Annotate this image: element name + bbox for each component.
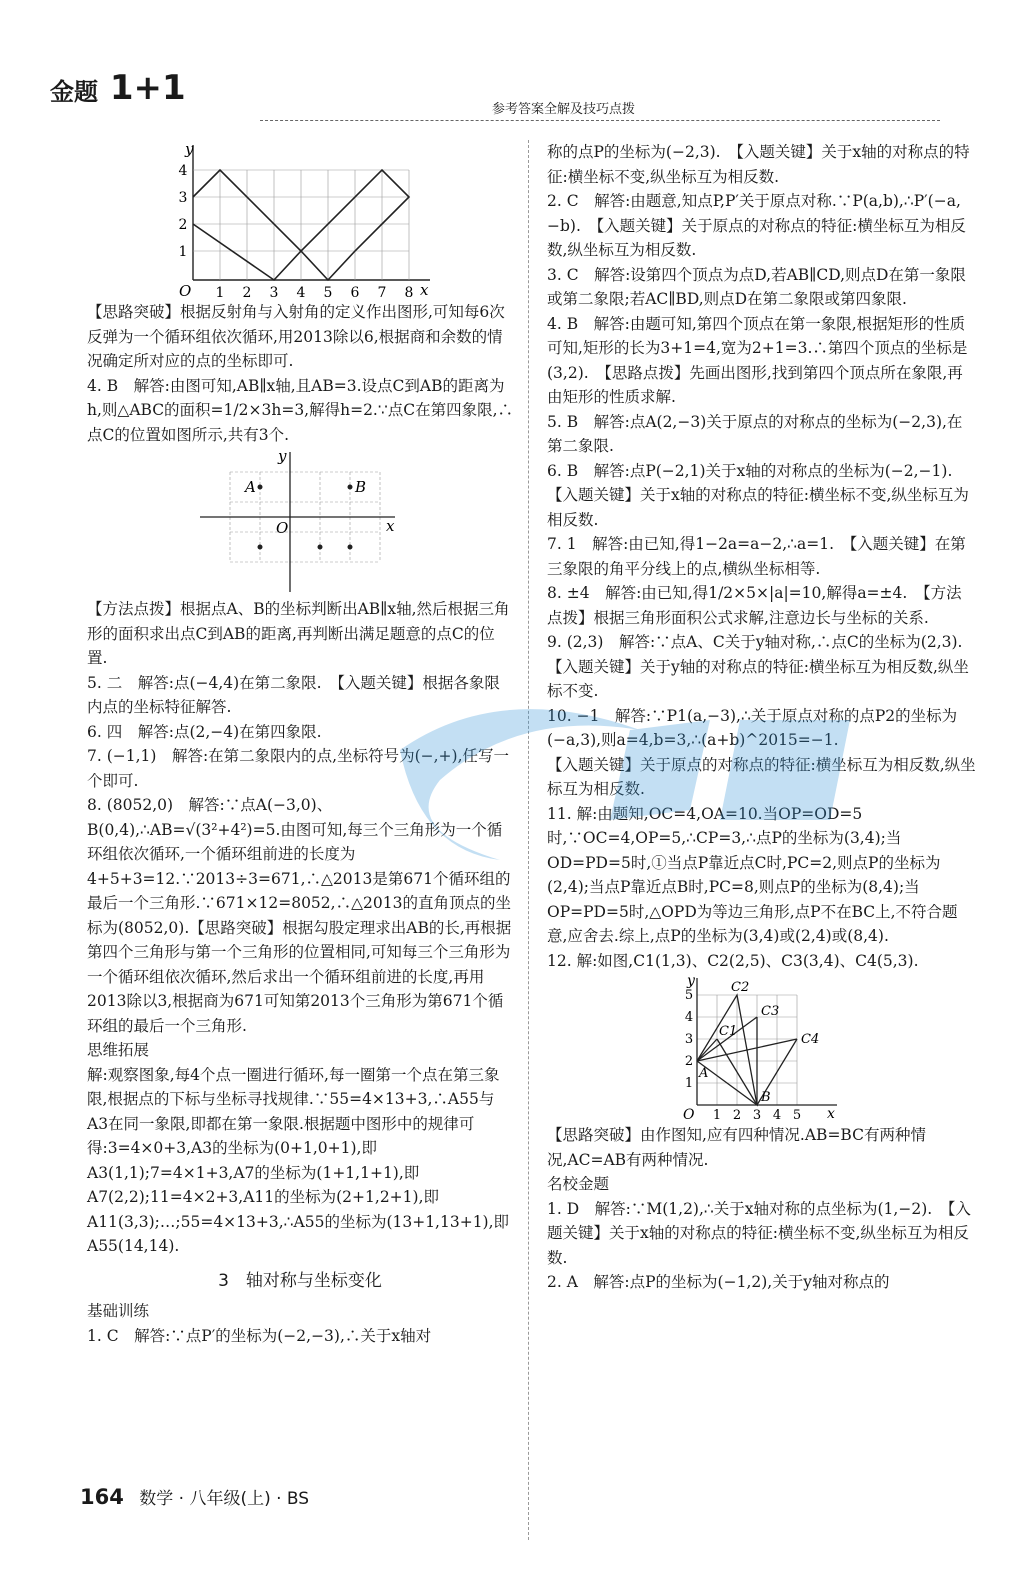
fig1-x-label: x: [420, 281, 429, 299]
text-block: 6. 四 解答:点(2,−4)在第四象限.: [87, 722, 322, 741]
page-number: 164: [80, 1485, 124, 1509]
subheading: 名校金题: [547, 1175, 610, 1193]
text-block: 5. B 解答:点A(2,−3)关于原点的对称点的坐标为(−2,3),在第二象限.: [547, 412, 963, 455]
reflection-figure: [165, 140, 435, 300]
text-block: 4. B 解答:由图可知,AB∥x轴,且AB=3.设点C到AB的距离为h,则△ABC的面积=1/2×3h=3,解得h=2.∵点C在第四象限,∴点C的位置如图所示,共有3个.: [87, 376, 514, 444]
fig1-xtick: 7: [377, 285, 387, 300]
page-header: [40, 60, 984, 130]
fig3-xtick: 2: [732, 1108, 742, 1123]
logo: [50, 68, 186, 108]
fig3-x-label: x: [827, 1106, 835, 1122]
text-block: 【思路突破】由作图知,应有四种情况.AB=BC有两种情况,AC=AB有两种情况.: [547, 1126, 926, 1169]
fig3-label-a: A: [699, 1066, 709, 1081]
fig3-ytick: 5: [684, 988, 694, 1003]
text-block: 【方法点拨】根据点A、B的坐标判断出AB∥x轴,然后根据三角形的面积求出点C到AB的距离,再判断出满足题意的点C的位置.: [87, 600, 510, 667]
text-block: 【入题关键】关于原点的对称点的特征:横坐标互为相反数,纵坐标互为相反数.: [547, 755, 976, 798]
header-subtitle: 参考答案全解及技巧点拨: [492, 102, 636, 117]
text-block: 5. 二 解答:点(−4,4)在第二象限. 【入题关键】根据各象限内点的坐标特征解答.: [87, 673, 500, 716]
text-block: 7. 1 解答:由已知,得1−2a=a−2,∴a=1. 【入题关键】在第三象限的角平分线上的点,横纵坐标相等.: [547, 535, 966, 578]
logo-text: 金题: [50, 78, 98, 106]
footer-text: 数学 · 八年级(上) · BS: [139, 1489, 310, 1509]
fig3-ytick: 2: [684, 1054, 694, 1069]
subheading: 思维拓展: [87, 1041, 150, 1059]
fig2-y-label: y: [278, 447, 287, 465]
fig2-point-b: B: [355, 478, 367, 496]
fig2-point-a: A: [245, 478, 256, 496]
fig3-xtick: 4: [772, 1108, 782, 1123]
fig1-xtick: 1: [215, 285, 225, 300]
fig3-ytick: 1: [684, 1076, 694, 1091]
fig1-xtick: 5: [323, 285, 333, 300]
column-divider: [528, 140, 529, 1540]
text-block: 1. D 解答:∵M(1,2),∴关于x轴对称的点坐标为(1,−2). 【入题关键】关于x轴的对称点的特征:横坐标不变,纵坐标互为相反数.: [547, 1199, 971, 1267]
text-block: 3. C 解答:设第四个顶点为点D,若AB∥CD,则点D在第一象限或第二象限;若AC∥BD,则点D在第二象限或第四象限.: [547, 265, 966, 308]
fig1-xtick: 2: [242, 285, 252, 300]
fig3-xtick: 1: [712, 1108, 722, 1123]
right-column: [547, 140, 977, 1295]
fig1-ytick: 4: [178, 163, 188, 179]
fig3-label-c3: C3: [761, 1004, 780, 1019]
text-block: 9. (2,3) 解答:∵点A、C关于y轴对称,∴点C的坐标为(2,3). 【入题关键】关于y轴的对称点的特征:横坐标互为相反数,纵坐标不变.: [547, 633, 978, 700]
subheading: 基础训练: [87, 1302, 150, 1320]
fig3-label-c1: C1: [719, 1024, 738, 1039]
section-title: 3 轴对称与坐标变化: [218, 1270, 382, 1291]
fig3-origin: O: [683, 1107, 695, 1123]
fig1-ytick: 1: [178, 244, 188, 260]
header-rule: [260, 120, 940, 121]
fig1-xtick: 8: [404, 285, 414, 300]
fig3-xtick: 5: [792, 1108, 802, 1123]
fig1-xtick: 6: [350, 285, 360, 300]
text-block: 8. ±4 解答:由已知,得1/2×5×|a|=10,解得a=±4. 【方法点拨】根据三角形面积公式求解,注意边长与坐标的关系.: [547, 584, 962, 627]
fig3-xtick: 3: [752, 1108, 762, 1123]
fig3-y-label: y: [687, 973, 695, 989]
text-block: 2. C 解答:由题意,知点P,P′关于原点对称.∵P(a,b),∴P′(−a,−b). 【入题关键】关于原点的对称点的特征:横坐标互为相反数,纵坐标互为相反数.: [547, 192, 966, 259]
triangle-figure: [200, 447, 400, 597]
fig3-ytick: 4: [684, 1010, 694, 1025]
text-block: 4. B 解答:由题可知,第四个顶点在第一象限,根据矩形的性质可知,矩形的长为3+1=4,宽为2+1=3.∴第四个顶点的坐标是(3,2). 【思路点拨】先画出图形,找到第四个顶点所在象限,再由矩形的性质求解.: [547, 314, 968, 406]
logo-number: 1+1: [109, 68, 186, 108]
fig1-origin: O: [179, 282, 192, 300]
text-block: 7. (−1,1) 解答:在第二象限内的点,坐标符号为(−,+),任写一个即可.: [87, 747, 510, 790]
text-block: 【思路突破】根据反射角与入射角的定义作出图形,可知每6次反弹为一个循环组依次循环,用2013除以6,根据商和余数的情况确定所对应的点的坐标即可.: [87, 303, 505, 370]
text-block: 10. −1 解答:∵P1(a,−3),∴关于原点对称的点P2的坐标为(−a,3),则a=4,b=3,∴(a+b)^2015=−1.: [547, 706, 958, 749]
fig1-y-label: y: [185, 140, 194, 158]
fig3-label-b: B: [761, 1090, 771, 1105]
fig1-xtick: 3: [269, 285, 279, 300]
text-block: 8. (8052,0) 解答:∵点A(−3,0)、B(0,4),∴AB=√(3²+4²)=5.由图可知,每三个三角形为一个循环组依次循环,一个循环组前进的长度为4+5+3=12.∵2013÷3=671,∴△2013是第671个循环组的最后一个三角形.∵671×12=8052,∴△2013的直角顶点的坐标为(8052,0).【思路突破】根据勾股定理求出AB的长,再根据第四个三角形与第一个三角形的位置相同,可知每三个三角形为一个循环组依次循环,然后求出一个循环组前进的长度,再用2013除以3,根据商为671可知第2013个三角形为第671个循环组的最后一个三角形.: [87, 796, 512, 1035]
text-block: 11. 解:由题知,OC=4,OA=10.当OP=OD=5时,∵OC=4,OP=5,∴CP=3,∴点P的坐标为(3,4);当OD=PD=5时,①当点P靠近点C时,PC=2,则点P的坐标为(2,4);当点P靠近点B时,PC=8,则点P的坐标为(8,4);当OP=PD=5时,△OPD为等边三角形,点P不在BC上,不符合题意,应舍去.综上,点P的坐标为(3,4)或(2,4)或(8,4).: [547, 804, 958, 945]
fig3-ytick: 3: [684, 1032, 694, 1047]
fig2-x-label: x: [386, 517, 395, 535]
page-footer: [80, 1484, 309, 1509]
text-block: 12. 解:如图,C1(1,3)、C2(2,5)、C3(3,4)、C4(5,3).: [547, 951, 919, 970]
isosceles-figure: [677, 973, 847, 1123]
left-column: [87, 140, 513, 1348]
text-block: 6. B 解答:点P(−2,1)关于x轴的对称点的坐标为(−2,−1). 【入题关键】关于x轴的对称点的特征:横坐标不变,纵坐标互为相反数.: [547, 461, 969, 529]
fig1-ytick: 2: [178, 217, 188, 233]
text-block: 1. C 解答:∵点P′的坐标为(−2,−3),∴关于x轴对: [87, 1326, 432, 1345]
fig1-xtick: 4: [296, 285, 306, 300]
text-block: 2. A 解答:点P的坐标为(−1,2),关于y轴对称点的: [547, 1273, 890, 1291]
text-block: 称的点P的坐标为(−2,3). 【入题关键】关于x轴的对称点的特征:横坐标不变,纵坐标互为相反数.: [547, 143, 970, 186]
fig1-ytick: 3: [178, 190, 188, 206]
fig2-origin: O: [276, 519, 289, 537]
fig3-label-c4: C4: [801, 1032, 820, 1047]
fig3-label-c2: C2: [731, 980, 750, 995]
text-block: 解:观察图象,每4个点一圈进行循环,每一圈第一个点在第三象限,根据点的下标与坐标寻找规律.∵55=4×13+3,∴A55与A3在同一象限,即都在第一象限.根据题中图形中的规律可得:3=4×0+3,A3的坐标为(0+1,0+1),即A3(1,1);7=4×1+3,A7的坐标为(1+1,1+1),即A7(2,2);11=4×2+3,A11的坐标为(2+1,2+1),即A11(3,3);…;55=4×13+3,∴A55的坐标为(13+1,13+1),即A55(14,14).: [87, 1065, 510, 1255]
